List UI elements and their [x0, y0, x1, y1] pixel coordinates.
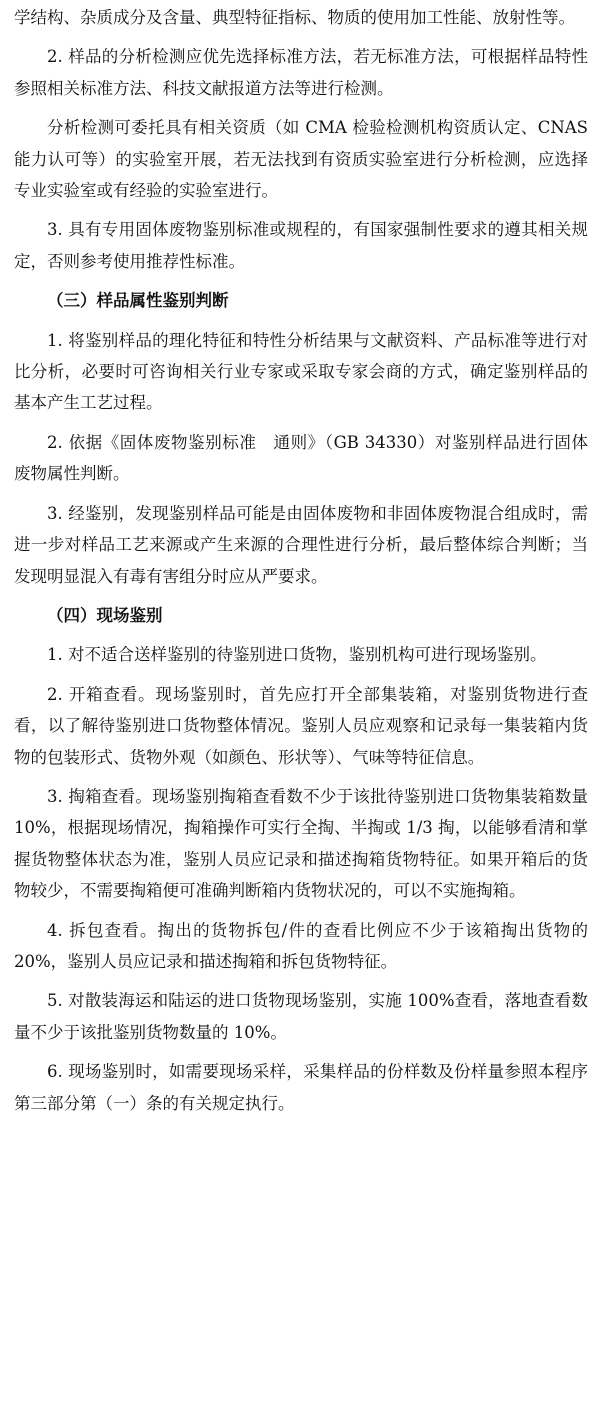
paragraph: 2. 开箱查看。现场鉴别时，首先应打开全部集装箱，对鉴别货物进行查看，以了解待鉴别进口货物整体情况。鉴别人员应观察和记录每一集装箱内货物的包装形式、货物外观（如颜色、形状等）、气味等特征信息。: [14, 684, 588, 767]
paragraph: 5. 对散装海运和陆运的进口货物现场鉴别，实施 100%查看，落地查看数量不少于该批鉴别货物数量的 10%。: [14, 991, 588, 1042]
paragraph: 4. 拆包查看。掏出的货物拆包/件的查看比例应不少于该箱掏出货物的 20%，鉴别人员应记录和描述掏箱和拆包货物特征。: [14, 920, 588, 971]
paragraph: 3. 掏箱查看。现场鉴别掏箱查看数不少于该批待鉴别进口货物集装箱数量 10%，根据现场情况，掏箱操作可实行全掏、半掏或 1/3 掏，以能够看清和掌握货物整体状态为准，鉴别人员应记录和描述掏箱货物特征。如果开箱后的货物较少，不需要掏箱便可准确判断箱内货物状况的，可以不实施掏箱。: [14, 786, 588, 901]
paragraph: 2. 依据《固体废物鉴别标准 通则》（GB 34330）对鉴别样品进行固体废物属性判断。: [14, 432, 588, 484]
paragraph: 3. 具有专用固体废物鉴别标准或规程的，有国家强制性要求的遵其相关规定，否则参考使用推荐性标准。: [14, 220, 588, 271]
paragraph: 3. 经鉴别，发现鉴别样品可能是由固体废物和非固体废物混合组成时，需进一步对样品工艺来源或产生来源的合理性进行分析，最后整体综合判断；当发现明显混入有毒有害组分时应从严要求。: [14, 503, 588, 586]
paragraph: 学结构、杂质成分及含量、典型特征指标、物质的使用加工性能、放射性等。: [14, 8, 575, 27]
paragraph: 分析检测可委托具有相关资质（如 CMA 检验检测机构资质认定、CNAS 能力认可等）的实验室开展，若无法找到有资质实验室进行分析检测，应选择专业实验室或有经验的实验室进行。: [14, 118, 588, 201]
paragraph: 2. 样品的分析检测应优先选择标准方法，若无标准方法，可根据样品特性参照相关标准方法、科技文献报道方法等进行检测。: [14, 47, 588, 98]
document-page: [0, 2, 600, 1403]
section-heading: （三）样品属性鉴别判断: [47, 291, 229, 311]
section-heading: （四）现场鉴别: [47, 605, 163, 625]
paragraph: 6. 现场鉴别时，如需要现场采样，采集样品的份样数及份样量参照本程序第三部分第（一）条的有关规定执行。: [14, 1062, 588, 1113]
paragraph: 1. 对不适合送样鉴别的待鉴别进口货物，鉴别机构可进行现场鉴别。: [47, 645, 547, 665]
paragraph: 1. 将鉴别样品的理化特征和特性分析结果与文献资料、产品标准等进行对比分析，必要时可咨询相关行业专家或采取专家会商的方式，确定鉴别样品的基本产生工艺过程。: [14, 330, 588, 413]
